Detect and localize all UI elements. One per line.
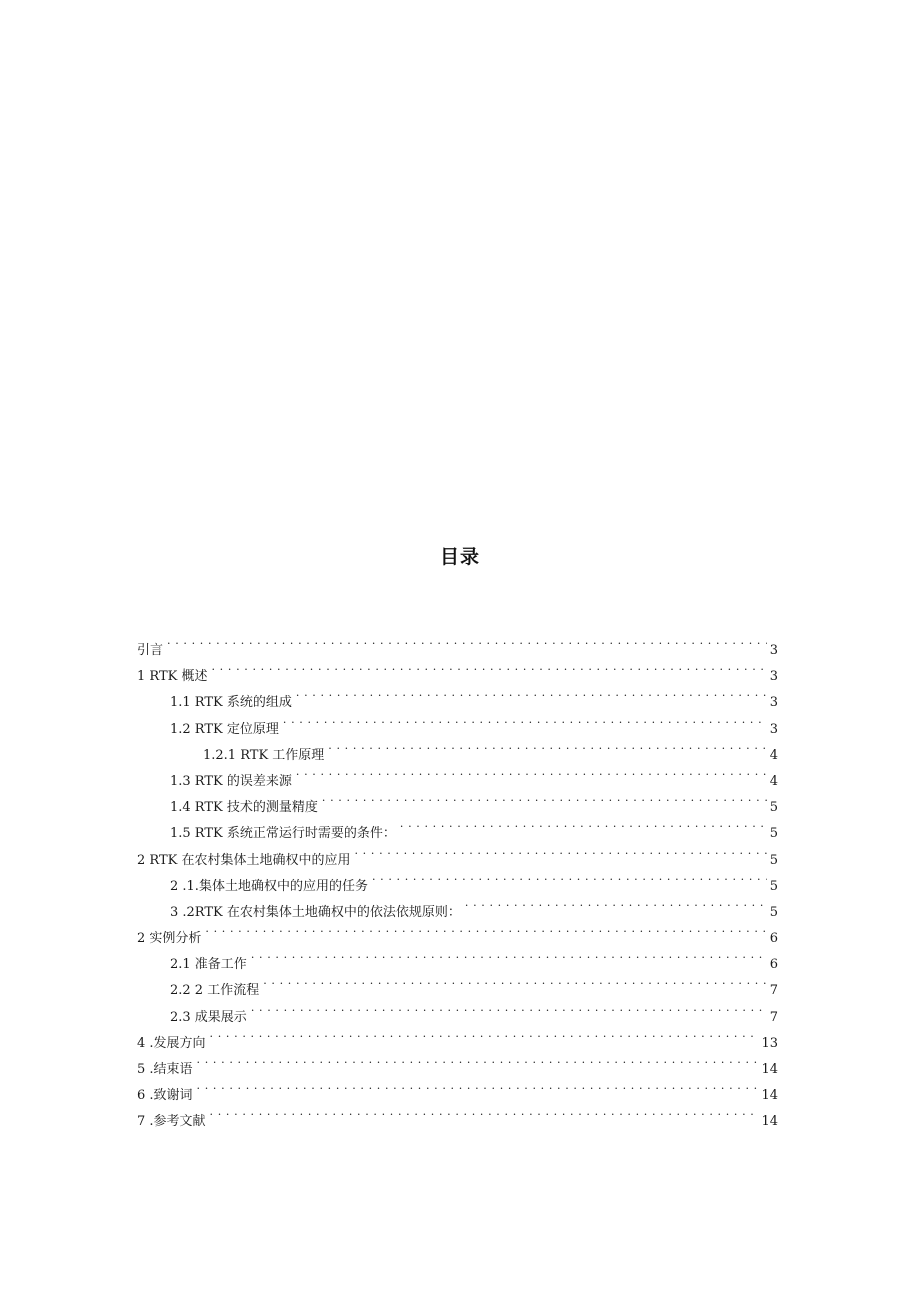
toc-entry-page-number: 14 bbox=[761, 1114, 778, 1130]
toc-entry[interactable] bbox=[137, 942, 778, 973]
toc-entry-label: 1.2 RTK 定位原理 bbox=[170, 721, 279, 737]
toc-entry-page-number: 4 bbox=[769, 773, 778, 789]
toc-dot-leader bbox=[211, 654, 766, 680]
toc-entry-page-number: 3 bbox=[769, 695, 778, 711]
toc-entry-page-number: 13 bbox=[761, 1035, 778, 1051]
toc-dot-leader bbox=[251, 995, 767, 1021]
toc-dot-leader bbox=[283, 707, 767, 733]
toc-dot-leader bbox=[372, 864, 767, 890]
toc-dot-leader bbox=[296, 759, 767, 785]
toc-entry[interactable] bbox=[137, 1099, 778, 1130]
toc-dot-leader bbox=[322, 785, 767, 811]
toc-entry-page-number: 7 bbox=[769, 983, 778, 999]
toc-dot-leader bbox=[354, 838, 766, 864]
toc-entry-page-number: 5 bbox=[769, 800, 778, 816]
toc-entry[interactable] bbox=[137, 1073, 778, 1104]
toc-entry-label: 3 .2RTK 在农村集体土地确权中的依法依规原则： bbox=[170, 904, 461, 920]
toc-entry[interactable] bbox=[137, 1047, 778, 1077]
toc-entry-label: 7 .参考文献 bbox=[137, 1114, 206, 1130]
toc-entry-page-number: 3 bbox=[769, 643, 778, 658]
toc-entry-page-number: 7 bbox=[769, 1009, 778, 1025]
toc-entry[interactable] bbox=[137, 654, 778, 685]
toc-entry-page-number: 5 bbox=[769, 852, 778, 868]
toc-entry-label: 1.3 RTK 的误差来源 bbox=[170, 773, 292, 789]
toc-dot-leader bbox=[328, 733, 766, 759]
toc-dot-leader bbox=[465, 890, 767, 916]
toc-entry-label: 4 .发展方向 bbox=[137, 1035, 206, 1051]
toc-entry-page-number: 6 bbox=[769, 957, 778, 973]
toc-entry-label: 1.1 RTK 系统的组成 bbox=[170, 695, 292, 711]
toc-entry-label: 1.4 RTK 技术的测量精度 bbox=[170, 800, 318, 816]
toc-entry-page-number: 4 bbox=[769, 747, 778, 763]
toc-entry-label: 2.1 准备工作 bbox=[170, 957, 247, 973]
toc-entry-label: 2.2 2 工作流程 bbox=[170, 983, 260, 999]
toc-entry-label: 1 RTK 概述 bbox=[137, 669, 208, 685]
toc-entry-label: 2.3 成果展示 bbox=[170, 1009, 247, 1025]
toc-entry[interactable] bbox=[137, 680, 778, 711]
toc-entry-page-number: 6 bbox=[769, 931, 778, 947]
toc-entry-page-number: 3 bbox=[769, 721, 778, 737]
toc-entry-page-number: 3 bbox=[769, 669, 778, 685]
toc-entry[interactable] bbox=[137, 1021, 778, 1051]
toc-entry-label: 2 实例分析 bbox=[137, 931, 202, 947]
toc-entry-label: 1.2.1 RTK 工作原理 bbox=[203, 747, 325, 763]
toc-dot-leader bbox=[263, 968, 767, 994]
toc-dot-leader bbox=[210, 1099, 759, 1125]
toc-dot-leader bbox=[167, 628, 767, 654]
toc-dot-leader bbox=[251, 942, 767, 968]
toc-entry-label: 2 .1.集体土地确权中的应用的任务 bbox=[170, 878, 368, 894]
toc-entry-page-number: 14 bbox=[761, 1062, 778, 1077]
toc-entry-label: 1.5 RTK 系统正常运行时需要的条件： bbox=[170, 826, 396, 842]
toc-title: 目录 bbox=[439, 546, 480, 568]
toc-entry-label: 5 .结束语 bbox=[137, 1062, 193, 1077]
toc-entry-page-number: 5 bbox=[769, 904, 778, 920]
toc-list bbox=[137, 628, 778, 1130]
toc-entry-label: 引言 bbox=[137, 643, 164, 658]
toc-entry-page-number: 14 bbox=[761, 1088, 778, 1104]
toc-dot-leader bbox=[400, 811, 767, 837]
toc-entry-page-number: 5 bbox=[769, 826, 778, 842]
toc-entry[interactable] bbox=[137, 916, 778, 947]
toc-dot-leader bbox=[296, 680, 767, 706]
toc-entry[interactable] bbox=[137, 628, 778, 658]
toc-dot-leader bbox=[197, 1047, 759, 1073]
toc-dot-leader bbox=[210, 1021, 759, 1047]
toc-entry-page-number: 5 bbox=[769, 878, 778, 894]
toc-entry-label: 6 .致谢词 bbox=[137, 1088, 193, 1104]
toc-dot-leader bbox=[205, 916, 766, 942]
toc-dot-leader bbox=[197, 1073, 759, 1099]
toc-entry-label: 2 RTK 在农村集体土地确权中的应用 bbox=[137, 852, 351, 868]
